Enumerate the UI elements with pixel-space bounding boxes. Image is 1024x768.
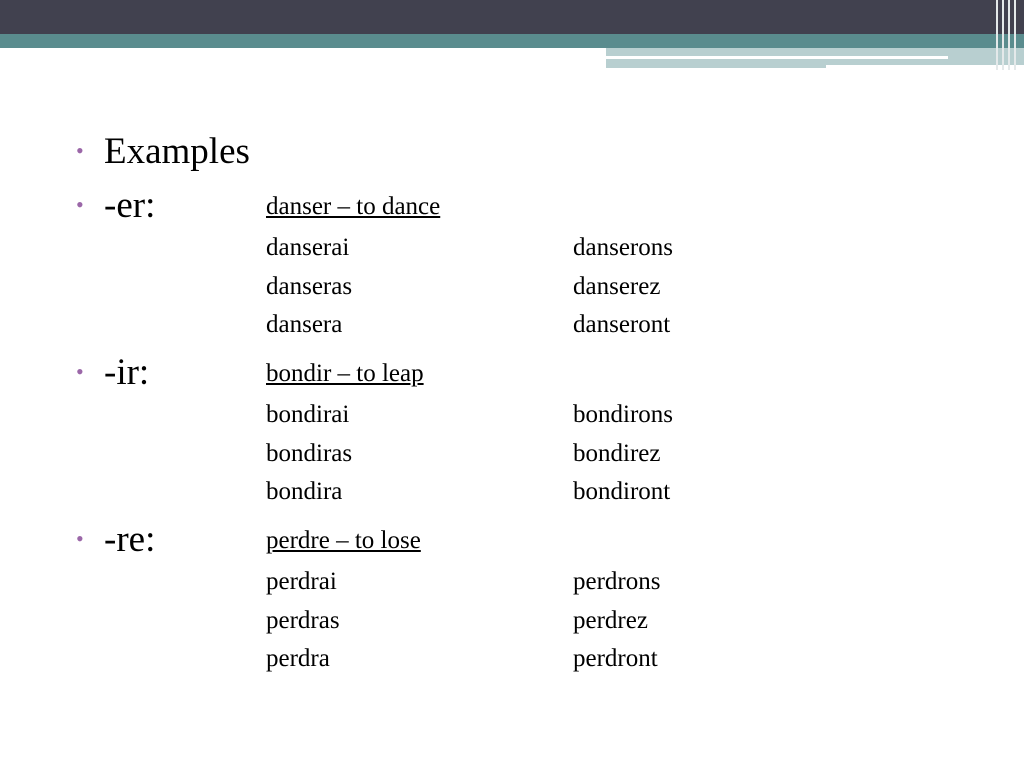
bullet-icon: • [76, 526, 84, 551]
conjugation-form: bondirez [573, 440, 661, 467]
conjugation-form: perdra [266, 645, 330, 672]
bullet-icon: • [76, 138, 84, 163]
verb-title-re: perdre – to lose [266, 527, 421, 554]
bullet-heading-er: -er: [104, 185, 156, 226]
conjugation-form: perdrons [573, 568, 661, 595]
conjugation-form: danserons [573, 234, 673, 261]
conjugation-form: danserai [266, 234, 350, 261]
conjugation-form: bondirai [266, 401, 350, 428]
header-light-band [606, 48, 1024, 62]
header-stripe [996, 0, 998, 70]
header-stripe [1002, 0, 1004, 70]
header-stripe [1014, 0, 1016, 70]
header-dark-band [0, 0, 1024, 34]
verb-title-ir: bondir – to leap [266, 360, 424, 387]
conjugation-form: danseras [266, 273, 353, 300]
header-stripes [990, 0, 1024, 70]
bullet-heading-examples: Examples [104, 131, 250, 172]
bullet-heading-re: -re: [104, 519, 156, 560]
header-light-band-lower [606, 62, 826, 68]
header-stripe [1008, 0, 1010, 70]
conjugation-form: dansera [266, 311, 343, 338]
conjugation-form: perdrai [266, 568, 337, 595]
conjugation-form: danserez [573, 273, 661, 300]
conjugation-form: perdront [573, 645, 658, 672]
header-teal-band [0, 34, 1024, 48]
verb-title-er: danser – to dance [266, 193, 441, 220]
conjugation-form: danseront [573, 311, 671, 338]
conjugation-form: bondiras [266, 440, 353, 467]
bullet-heading-ir: -ir: [104, 352, 150, 393]
bullet-icon: • [76, 359, 84, 384]
conjugation-form: bondira [266, 478, 343, 505]
bullet-icon: • [76, 192, 84, 217]
conjugation-form: bondirons [573, 401, 673, 428]
conjugation-form: bondiront [573, 478, 671, 505]
conjugation-form: perdrez [573, 607, 648, 634]
header-white-line [606, 56, 948, 59]
conjugation-form: perdras [266, 607, 340, 634]
